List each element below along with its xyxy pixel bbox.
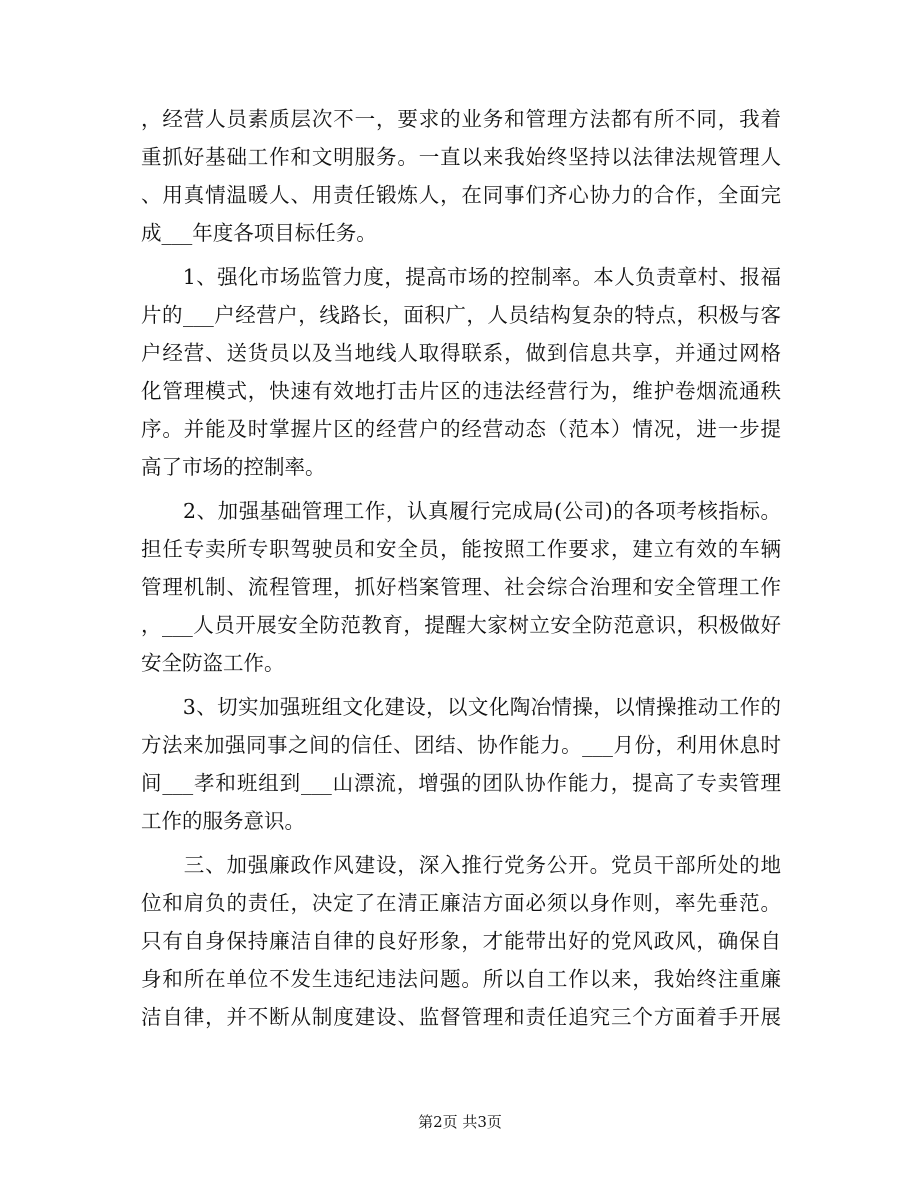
text-line: 安全防盗工作。 [141,651,285,675]
text-line: 1、强化市场监管力度，提高市场的控制率。本人负责章村、报福 [141,265,781,289]
text-line: 管理机制、流程管理，抓好档案管理、社会综合治理和安全管理工作 [141,575,781,599]
text-line: 2、加强基础管理工作，认真履行完成局(公司)的各项考核指标。 [141,499,781,523]
text-line: 工作的服务意识。 [141,809,305,833]
text-line: 化管理模式，快速有效地打击片区的违法经营行为，维护卷烟流通秩 [141,379,781,403]
page-number-footer: 第2页 共3页 [418,1113,502,1131]
text-line: 序。并能及时掌握片区的经营户的经营动态（范本）情况，进一步提 [141,417,781,441]
paragraph-item-3 [141,688,781,840]
text-line: 洁自律，并不断从制度建设、监督管理和责任追究三个方面着手开展 [141,1005,781,1029]
text-line: 高了市场的控制率。 [141,455,326,479]
text-line: ，经营人员素质层次不一，要求的业务和管理方法都有所不同，我着 [141,107,781,131]
text-line: 担任专卖所专职驾驶员和安全员，能按照工作要求，建立有效的车辆 [141,537,781,561]
text-line: ，___人员开展安全防范教育，提醒大家树立安全防范意识，积极做好 [141,613,781,637]
text-line: 位和肩负的责任，决定了在清正廉洁方面必须以身作则，率先垂范。 [141,891,781,915]
text-line: 间___孝和班组到___山漂流，增强的团队协作能力，提高了专卖管理 [141,771,781,795]
text-line: 、用真情温暖人、用责任锻炼人，在同事们齐心协力的合作，全面完 [141,183,781,207]
paragraph-section-3 [141,846,781,1036]
document-body [141,100,781,1036]
text-line: 3、切实加强班组文化建设，以文化陶冶情操，以情操推动工作的 [141,695,781,719]
text-line: 身和所在单位不发生违纪违法问题。所以自工作以来，我始终注重廉 [141,967,781,991]
text-line: 片的___户经营户，线路长，面积广，人员结构复杂的特点，积极与客 [141,303,781,327]
text-line: 重抓好基础工作和文明服务。一直以来我始终坚持以法律法规管理人 [141,145,781,169]
text-line: 方法来加强同事之间的信任、团结、协作能力。___月份，利用休息时 [141,733,781,757]
paragraph-intro [141,100,781,252]
text-line: 只有自身保持廉洁自律的良好形象，才能带出好的党风政风，确保自 [141,929,781,953]
text-line: 户经营、送货员以及当地线人取得联系，做到信息共享，并通过网格 [141,341,781,365]
text-line: 三、加强廉政作风建设，深入推行党务公开。党员干部所处的地 [141,853,781,877]
paragraph-item-2 [141,492,781,682]
text-line: 成___年度各项目标任务。 [141,221,377,245]
paragraph-item-1 [141,258,781,486]
